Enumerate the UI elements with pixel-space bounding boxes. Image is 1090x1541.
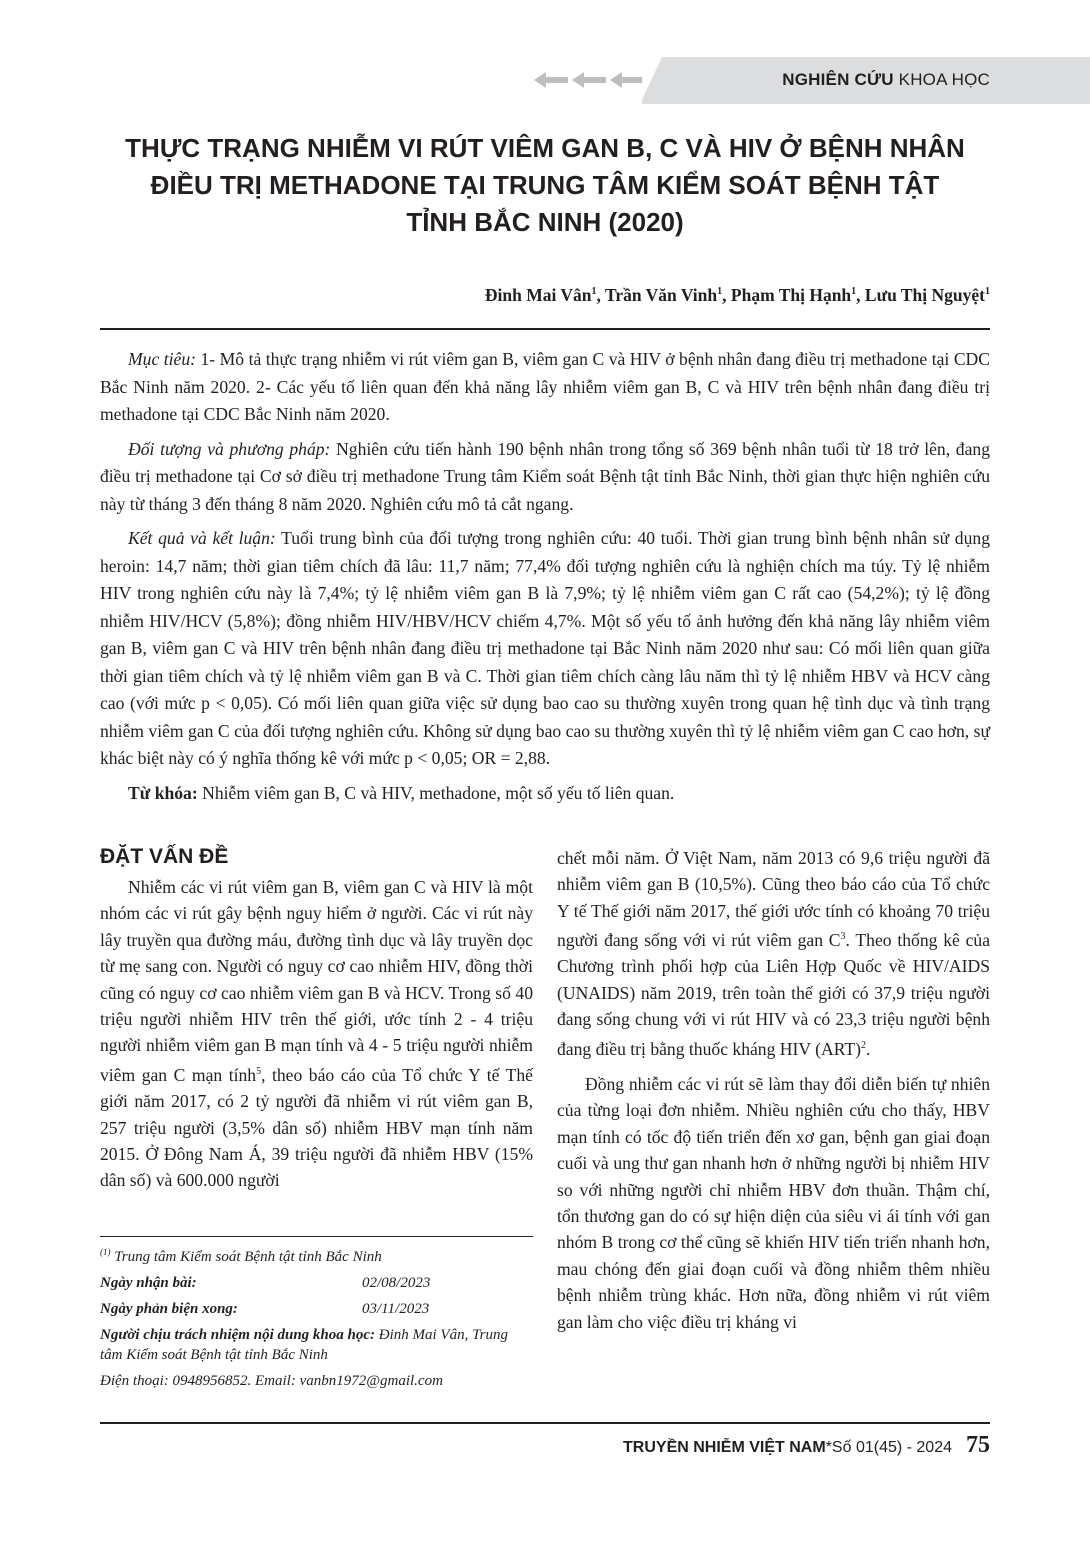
title-line-2: ĐIỀU TRỊ METHADONE TẠI TRUNG TÂM KIỂM SOÁT BỆNH TẬT [150,170,940,200]
section-heading: ĐẶT VẤN ĐỀ [100,845,229,868]
body-column-left [100,842,533,1203]
affiliation: $^{(1)}$ Trung tâm Kiểm soát Bệnh tật tỉnh Bắc Ninh [100,1247,382,1265]
issue-number: Số 01(45) - 2024 [831,1439,952,1456]
section-label: NGHIÊN CỨU KHOA HỌC [782,70,990,89]
journal-name: TRUYỀN NHIỄM VIỆT NAM [623,1439,826,1456]
abstract-keywords: Từ khóa: Nhiễm viêm gan B, C và HIV, methadone, một số yếu tố liên quan. [128,782,675,803]
title-line-1: THỰC TRẠNG NHIỄM VI RÚT VIÊM GAN B, C VÀ HIV Ở BỆNH NHÂN [125,133,965,163]
body-paragraph: Đồng nhiễm các vi rút sẽ làm thay đổi diễn biến tự nhiên của từng loại đơn nhiễm. Nhiều nghiên cứu cho thấy, HBV mạn tính có tốc độ tiến triển đến xơ gan, bệnh gan giai đoạn cuối và ung thư gan nhanh hơn ở những người bị nhiễm HIV so với những người chỉ nhiễm HBV đơn thuần. Thậm chí, tổn thương gan do có sự hiện diện của siêu vi ái tính với gan nhóm B trong cơ thể cũng sẽ khiến HIV tiến triển nhanh hơn, mau chóng đến giai đoạn cuối và đồng nhiễm thêm nhiều bệnh nhiễm trùng khác. Hơn nữa, đồng nhiễm vi rút viêm gan làm cho việc điều trị kháng vi [557,1073,990,1332]
contact-info: Điện thoại: 0948956852. Email: vanbn1972@gmail.com [100,1373,443,1389]
body-paragraph: Nhiễm các vi rút viêm gan B, viêm gan C và HIV là một nhóm các vi rút gây bệnh nguy hiểm ở người. Các vi rút này lây truyền qua đường máu, đường tình dục và lây truyền dọc từ mẹ sang con. Người có nguy cơ cao nhiễm HIV, đồng thời cũng có nguy cơ cao nhiễm viêm gan B và HCV. Trong số 40 triệu người nhiễm HIV trên thế giới, ước tính 2 - 4 triệu người nhiễm viêm gan B mạn tính và 4 - 5 triệu người nhiễm viêm gan C mạn tính$^5$, theo báo cáo của Tổ chức Y tế Thế giới năm 2017, có 2 tỷ người đã nhiễm vi rút viêm gan B, 257 triệu người (3,5% dân số) nhiễm HBV mạn tính năm 2015. Ở Đông Nam Á, 39 triệu người đã nhiễm HBV (15% dân số) và 600.000 người [100,877,533,1191]
abstract-results: Kết quả và kết luận: Tuổi trung bình của đối tượng trong nghiên cứu: 40 tuổi. Thời gian trung bình bệnh nhân sử dụng heroin: 14,7 năm; thời gian tiêm chích đã lâu: 11,7 năm; 77,4% đối tượng nghiên cứu là nghiện chích ma túy. Tỷ lệ nhiễm HIV trong nghiên cứu này là 7,4%; tỷ lệ nhiễm viêm gan B là 7,9%; tỷ lệ nhiễm viêm gan C rất cao (54,2%); tỷ lệ đồng nhiễm HIV/HCV (5,8%); đồng nhiễm HIV/HBV/HCV chiếm 4,7%. Một số yếu tố ảnh hưởng đến khả năng lây nhiễm viêm gan B, viêm gan C và HIV trên bệnh nhân đang điều trị methadone tại Bắc Ninh năm 2020 như sau: Có mối liên quan giữa thời gian tiêm chích và tỷ lệ nhiễm viêm gan B và C. Thời gian tiêm chích càng lâu năm thì tỷ lệ nhiễm HBV và HCV càng cao (với mức p < 0,05). Có mối liên quan giữa việc sử dụng bao cao su thường xuyên trong quan hệ tình dục và tình trạng nhiễm viêm gan C của đối tượng nghiên cứu. Không sử dụng bao cao su thường xuyên thì tỷ lệ nhiễm viêm gan C cao hơn, sự khác biệt này có ý nghĩa thống kê với mức p < 0,05; OR = 2,88. [100,528,990,768]
footnote-divider [100,1236,533,1237]
divider-top [100,328,990,330]
author-name: Phạm Thị Hạnh [730,285,852,305]
abstract-objective: Mục tiêu: 1- Mô tả thực trạng nhiễm vi rút viêm gan B, viêm gan C và HIV ở bệnh nhân đang điều trị methadone tại CDC Bắc Ninh năm 2020. 2- Các yếu tố liên quan đến khả năng lây nhiễm viêm gan B, C và HIV trên bệnh nhân đang điều trị methadone tại CDC Bắc Ninh năm 2020. [100,349,990,424]
abstract-methods: Đối tượng và phương pháp: Nghiên cứu tiến hành 190 bệnh nhân trong tổng số 369 bệnh nhân tuổi từ 18 trở lên, đang điều trị methadone tại Cơ sở điều trị methadone Trung tâm Kiểm soát Bệnh tật tỉnh Bắc Ninh, thời gian thực hiện nghiên cứu này từ tháng 3 đến tháng 8 năm 2020. Nghiên cứu mô tả cắt ngang. [100,438,990,514]
author-name: Đinh Mai Vân [484,285,592,305]
review-date-row: Ngày phản biện xong: 03/11/2023 [100,1301,430,1317]
body-column-right [557,845,990,1344]
author-name: Trần Văn Vinh [604,285,718,305]
received-date-row: Ngày nhận bài: 02/08/2023 [100,1275,431,1291]
divider-bottom [100,1422,990,1424]
title-line-3: TỈNH BẮC NINH (2020) [406,207,684,237]
author-name: Lưu Thị Nguyệt [864,285,985,305]
article-title [100,130,990,241]
responsible-person: Người chịu trách nhiệm nội dung khoa học: Đinh Mai Vân, Trung tâm Kiểm soát Bệnh tật tỉnh Bắc Ninh [100,1327,508,1363]
page-footer [623,1432,990,1459]
triple-left-arrow-icon [534,68,644,92]
abstract [100,346,990,814]
footer-separator: * [825,1439,832,1456]
author-list: Đinh Mai Vân$^1$, Trần Văn Vinh$^1$, Phạm Thị Hạnh$^1$, Lưu Thị Nguyệt$^1$ [484,285,990,305]
footnote [100,1242,533,1391]
body-paragraph: chết mỗi năm. Ở Việt Nam, năm 2013 có 9,6 triệu người đã nhiễm viêm gan B (10,5%). Cũng theo báo cáo của Tổ chức Y tế Thế giới năm 2017, thế giới ước tính có khoảng 70 triệu người đang sống với vi rút viêm gan $C^3$. Theo thống kê của Chương trình phối hợp của Liên Hợp Quốc về HIV/AIDS (UNAIDS) năm 2019, trên toàn thế giới có 37,9 triệu người đang sống chung với vi rút HIV và có 23,3 triệu người bệnh đang điều trị bằng thuốc kháng HIV (ART)$^2$. [557,848,990,1059]
page-number: 75 [966,1432,990,1458]
